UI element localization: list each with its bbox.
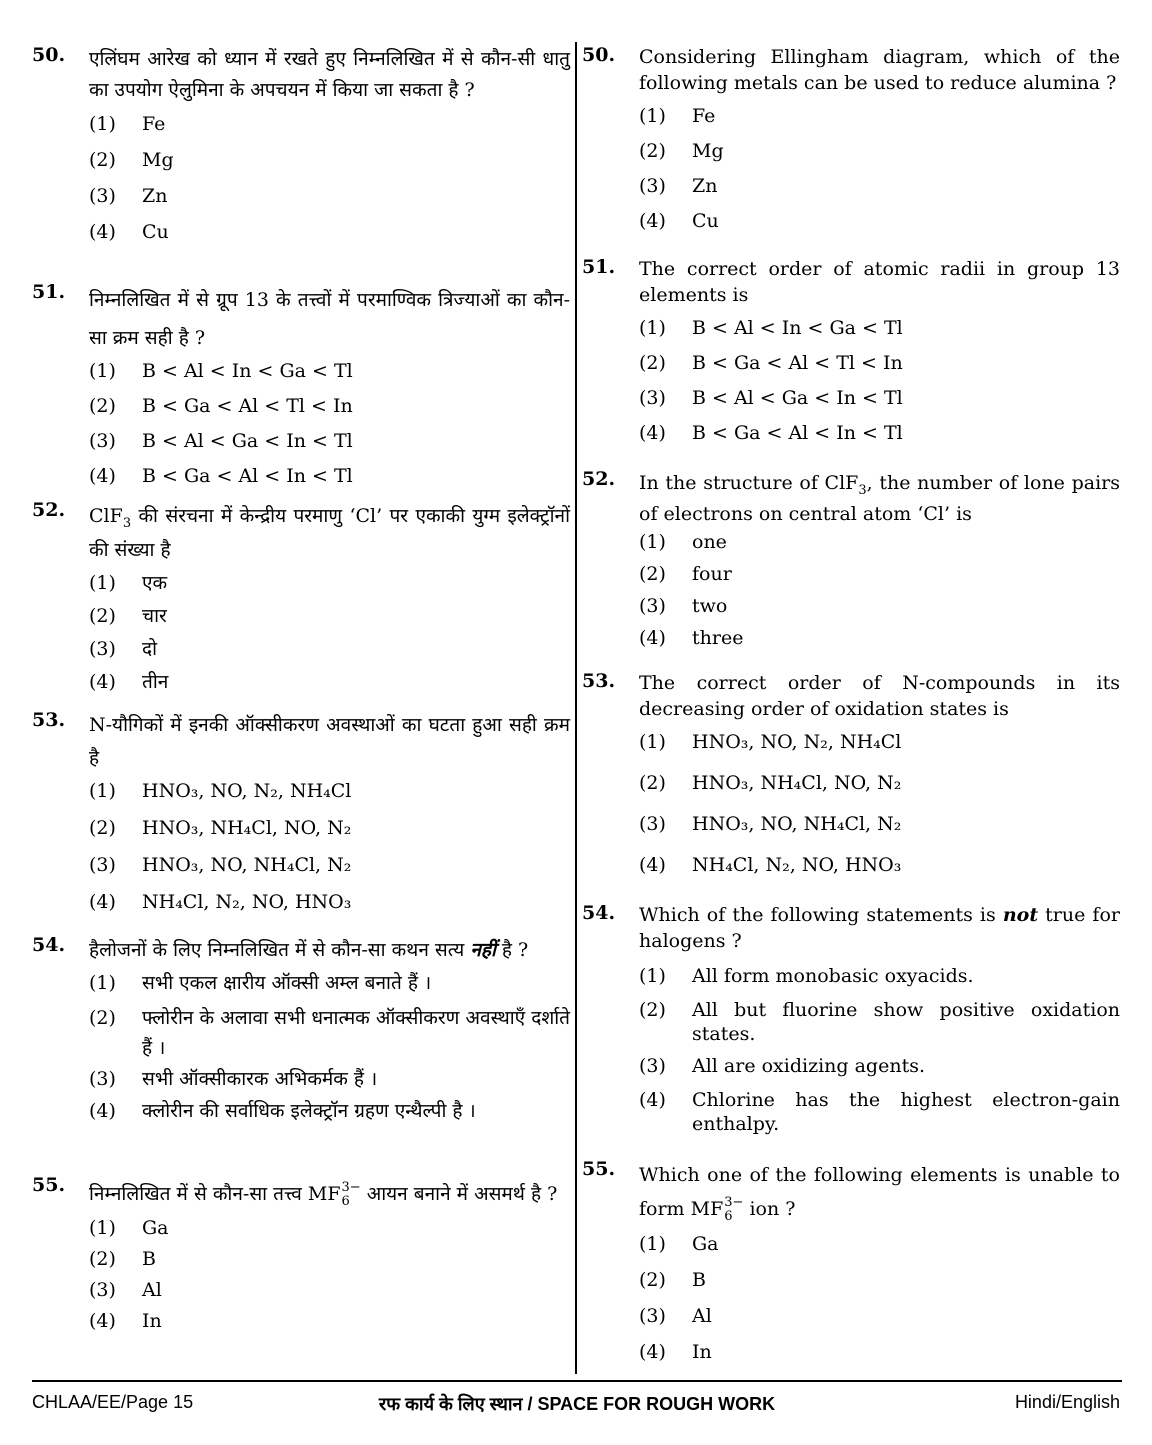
- question-number: 51.: [582, 256, 616, 278]
- option[interactable]: (1) All form monobasic oxyacids.: [639, 965, 974, 987]
- option[interactable]: (1) सभी एकल क्षारीय ऑक्सी अम्ल बनाते हैं ।: [89, 972, 432, 994]
- question-50-hindi: [32, 44, 570, 281]
- page-code: CHLAA/EE/Page 15: [32, 1392, 194, 1412]
- question-text: हैलोजनों के लिए निम्नलिखित में से कौन-सा कथन सत्य नहीं है ?: [89, 939, 529, 961]
- question-number: 52.: [582, 468, 616, 490]
- option[interactable]: (1) एक: [89, 572, 168, 594]
- question-text: Which of the following statements is not true for halogens ?: [639, 904, 1120, 952]
- english-column: [582, 44, 1120, 1368]
- option[interactable]: (2) HNO₃, NH₄Cl, NO, N₂: [639, 772, 902, 794]
- question-54-english: [582, 902, 1120, 1158]
- question-54-hindi: [32, 934, 570, 1174]
- question-text: ClF$_3$ की संरचना में केन्द्रीय परमाणु ‘Cl’ पर एकाकी युग्म इलेक्ट्रॉनों की संख्या है: [89, 505, 570, 561]
- question-number: 51.: [32, 281, 66, 303]
- option[interactable]: (2) फ्लोरीन के अलावा सभी धनात्मक ऑक्सीकरण अवस्थाएँ दर्शाते हैं ।: [89, 1007, 570, 1059]
- option[interactable]: (2) Mg: [89, 149, 174, 171]
- option[interactable]: (3) two: [639, 595, 728, 617]
- option[interactable]: (2) B < Ga < Al < Tl < In: [89, 395, 353, 417]
- option[interactable]: (4) In: [639, 1341, 712, 1363]
- option[interactable]: (1) HNO₃, NO, N₂, NH₄Cl: [89, 780, 352, 802]
- option[interactable]: (2) चार: [89, 605, 167, 627]
- question-52-hindi: [32, 499, 570, 709]
- question-text: निम्नलिखित में से ग्रूप 13 के तत्त्वों में परमाण्विक त्रिज्याओं का कौन-सा क्रम सही है ?: [89, 289, 570, 349]
- option[interactable]: (4) NH₄Cl, N₂, NO, HNO₃: [89, 891, 352, 913]
- question-text: एलिंघम आरेख को ध्यान में रखते हुए निम्नलिखित में से कौन-सी धातु का उपयोग ऐलुमिना के अपचयन में किया जा सकता है ?: [89, 48, 570, 101]
- option[interactable]: (4) In: [89, 1310, 162, 1332]
- question-55-english: [582, 1158, 1120, 1368]
- option[interactable]: (4) NH₄Cl, N₂, NO, HNO₃: [639, 854, 902, 876]
- question-number: 53.: [32, 709, 66, 731]
- option[interactable]: (3) Zn: [89, 185, 168, 207]
- option[interactable]: (4) three: [639, 627, 744, 649]
- option[interactable]: (4) Cu: [89, 221, 169, 243]
- option[interactable]: (3) All are oxidizing agents.: [639, 1055, 926, 1077]
- option[interactable]: (1) B < Al < In < Ga < Tl: [639, 317, 903, 339]
- question-number: 54.: [32, 934, 66, 956]
- page-footer: [32, 1380, 1122, 1414]
- question-55-hindi: [32, 1174, 570, 1374]
- question-number: 50.: [582, 44, 616, 66]
- question-53-hindi: [32, 709, 570, 934]
- option[interactable]: (4) Cu: [639, 210, 719, 232]
- hindi-column: [32, 44, 570, 1374]
- option[interactable]: (4) B < Ga < Al < In < Tl: [639, 422, 903, 444]
- option[interactable]: (2) B: [89, 1248, 156, 1270]
- question-53-english: [582, 670, 1120, 902]
- option[interactable]: (3) HNO₃, NO, NH₄Cl, N₂: [89, 854, 352, 876]
- option[interactable]: (1) Fe: [639, 105, 716, 127]
- column-divider: [575, 42, 577, 1374]
- option[interactable]: (4) तीन: [89, 671, 169, 693]
- question-number: 52.: [32, 499, 66, 521]
- question-number: 54.: [582, 902, 616, 924]
- option[interactable]: (3) दो: [89, 638, 158, 660]
- question-text: The correct order of atomic radii in group 13 elements is: [639, 258, 1120, 306]
- option[interactable]: (2) HNO₃, NH₄Cl, NO, N₂: [89, 817, 352, 839]
- option[interactable]: (1) Fe: [89, 113, 166, 135]
- question-text: In the structure of ClF$_3$, the number of lone pairs of electrons on central atom ‘Cl’ is: [639, 472, 1120, 525]
- option[interactable]: (1) HNO₃, NO, N₂, NH₄Cl: [639, 731, 902, 753]
- language-label: Hindi/English: [1014, 1392, 1120, 1412]
- option[interactable]: (4) B < Ga < Al < In < Tl: [89, 465, 353, 487]
- question-number: 53.: [582, 670, 616, 692]
- option[interactable]: (2) B < Ga < Al < Tl < In: [639, 352, 903, 374]
- question-number: 55.: [32, 1174, 66, 1196]
- option[interactable]: (4) Chlorine has the highest electron-gain enthalpy.: [639, 1089, 1120, 1135]
- question-text: N-यौगिकों में इनकी ऑक्सीकरण अवस्थाओं का घटता हुआ सही क्रम है: [89, 714, 570, 769]
- question-text: Which one of the following elements is unable to form MF 3− 6 ion ?: [639, 1164, 1120, 1224]
- option[interactable]: (2) Mg: [639, 140, 724, 162]
- option[interactable]: (3) B < Al < Ga < In < Tl: [639, 387, 903, 409]
- question-number: 50.: [32, 44, 66, 66]
- question-51-english: [582, 256, 1120, 468]
- option[interactable]: (1) B < Al < In < Ga < Tl: [89, 360, 353, 382]
- option[interactable]: (3) Al: [89, 1279, 162, 1301]
- question-52-english: [582, 468, 1120, 670]
- question-text: निम्नलिखित में से कौन-सा तत्त्व MF 3− 6 आयन बनाने में असमर्थ है ?: [89, 1180, 558, 1209]
- option[interactable]: (2) B: [639, 1269, 706, 1291]
- option[interactable]: (3) Zn: [639, 175, 718, 197]
- option[interactable]: (1) Ga: [639, 1233, 719, 1255]
- question-number: 55.: [582, 1158, 616, 1180]
- option[interactable]: (1) one: [639, 531, 727, 553]
- rough-work-label: रफ कार्य के लिए स्थान / SPACE FOR ROUGH WORK: [378, 1394, 776, 1414]
- option[interactable]: (2) four: [639, 563, 732, 585]
- option[interactable]: (2) All but fluorine show positive oxidation states.: [639, 999, 1120, 1045]
- question-50-english: [582, 44, 1120, 256]
- option[interactable]: (1) Ga: [89, 1217, 169, 1239]
- option[interactable]: (3) Al: [639, 1305, 712, 1327]
- option[interactable]: (4) क्लोरीन की सर्वाधिक इलेक्ट्रॉन ग्रहण एन्थैल्पी है ।: [89, 1100, 476, 1122]
- option[interactable]: (3) B < Al < Ga < In < Tl: [89, 430, 353, 452]
- option[interactable]: (3) HNO₃, NO, NH₄Cl, N₂: [639, 813, 902, 835]
- question-51-hindi: [32, 281, 570, 499]
- question-text: The correct order of N-compounds in its decreasing order of oxidation states is: [639, 672, 1120, 720]
- question-text: Considering Ellingham diagram, which of the following metals can be used to reduce alumina ?: [639, 46, 1120, 94]
- option[interactable]: (3) सभी ऑक्सीकारक अभिकर्मक हैं ।: [89, 1068, 378, 1090]
